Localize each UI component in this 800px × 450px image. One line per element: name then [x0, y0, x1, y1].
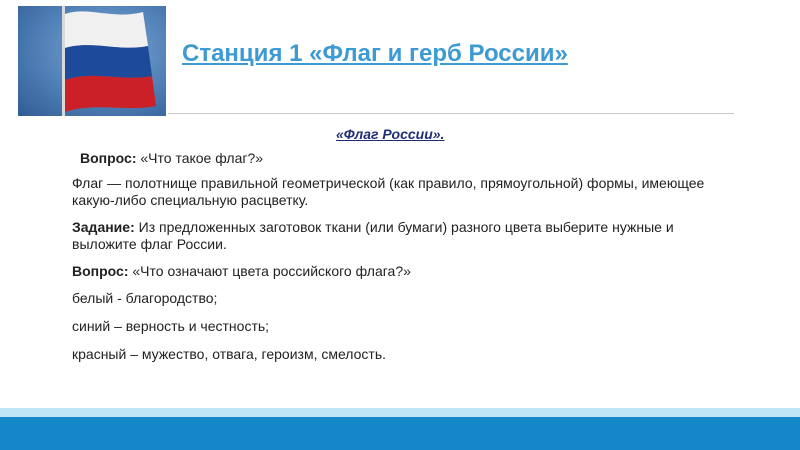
content-body	[72, 150, 732, 363]
definition-text: Флаг — полотнище правильной геометрической (как правило, прямоугольной) формы, имеющее какую-либо специальную расцветку.	[72, 175, 705, 208]
footer-bar	[0, 417, 800, 450]
question-2-text: «Что означают цвета российского флага?»	[128, 263, 411, 279]
footer-band	[0, 408, 800, 417]
white-meaning: белый - благородство;	[72, 290, 218, 306]
task-text: Из предложенных заготовок ткани (или бумаги) разного цвета выберите нужные и выложите флаг России.	[72, 219, 674, 252]
question-2-label: Вопрос:	[72, 263, 129, 279]
question-1-text: «Что такое флаг?»	[136, 150, 264, 166]
divider	[168, 113, 734, 114]
blue-meaning: синий – верность и честность;	[72, 318, 270, 334]
question-1	[72, 150, 732, 167]
question-2	[72, 263, 732, 280]
russian-flag-image	[18, 6, 166, 116]
task-label: Задание:	[72, 219, 135, 235]
red-meaning: красный – мужество, отвага, героизм, смелость.	[72, 346, 387, 362]
section-subtitle: «Флаг России».	[336, 126, 445, 142]
task	[72, 219, 732, 253]
question-1-label: Вопрос:	[80, 150, 137, 166]
page-title[interactable]: Станция 1 «Флаг и герб России»	[182, 40, 568, 67]
flag-icon	[18, 6, 166, 116]
